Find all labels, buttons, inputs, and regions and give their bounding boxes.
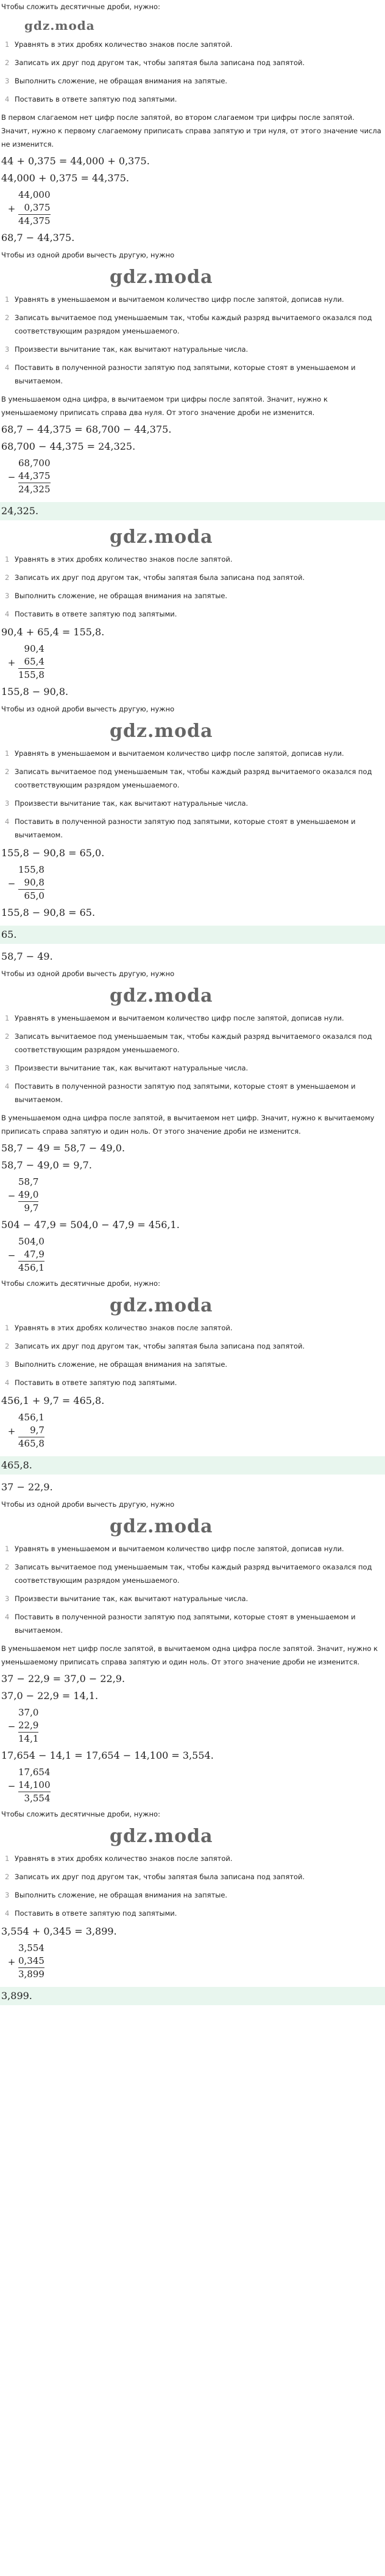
explanation: В первом слагаемом нет цифр после запятой, во втором слагаемом три цифры после запятой. Значит, нужно к первому слагаемому приписать справа запятую и три нуля, от этого значение числа не изменится. xyxy=(1,113,381,148)
step-item: 1 Уравнять в уменьшаемом и вычитаемом количество цифр после запятой, дописав нули. xyxy=(5,749,344,758)
column-addition: + 44,000 0,375 44,375 xyxy=(7,189,51,226)
step-item: 2 Записать вычитаемое под уменьшаемым так, чтобы каждый разряд вычитаемого оказался под соответствующим разрядом уменьшаемого. xyxy=(5,767,372,789)
equation: 155,8 − 90,8 = 65. xyxy=(1,907,96,918)
intro-text: Чтобы из одной дроби вычесть другую, нужно xyxy=(1,969,175,978)
equation: 155,8 − 90,8 = 65,0. xyxy=(1,847,105,859)
equation: 155,8 − 90,8. xyxy=(1,686,69,697)
equation: 3,554 + 0,345 = 3,899. xyxy=(1,1925,117,1937)
step-item: 1 Уравнять в уменьшаемом и вычитаемом количество цифр после запятой, дописав нули. xyxy=(5,295,344,304)
watermark: gdz.moda xyxy=(110,1516,213,1537)
explanation: В уменьшаемом одна цифра, в вычитаемом три цифры после запятой. Значит, нужно к уменьшаемому приписать справа два нуля. От этого значение дроби не изменится. xyxy=(1,395,328,417)
equation: 68,700 − 44,375 = 24,325. xyxy=(1,441,136,452)
column-addition: + 90,4 65,4 155,8 xyxy=(7,643,44,680)
step-item: 2 Записать вычитаемое под уменьшаемым так, чтобы каждый разряд вычитаемого оказался под соответствующим разрядом уменьшаемого. xyxy=(5,313,372,335)
equation: 90,4 + 65,4 = 155,8. xyxy=(1,626,105,638)
step-item: 2 Записать их друг под другом так, чтобы запятая была записана под запятой. xyxy=(5,1342,305,1350)
step-item: 3 Произвести вычитание так, как вычитают натуральные числа. xyxy=(5,345,249,354)
column-subtraction: − 37,0 22,9 14,1 xyxy=(7,1707,39,1744)
answer-box: 3,899. xyxy=(0,1987,385,2005)
explanation: В уменьшаемом одна цифра после запятой, в вычитаемом нет цифр. Значит, нужно к вычитаемому приписать справа запятую и один ноль. От этого значение дроби не изменится. xyxy=(1,1114,375,1136)
intro-text: Чтобы из одной дроби вычесть другую, нужно xyxy=(1,705,175,713)
watermark: gdz.moda xyxy=(110,1826,213,1847)
step-item: 2 Записать вычитаемое под уменьшаемым так, чтобы каждый разряд вычитаемого оказался под соответствующим разрядом уменьшаемого. xyxy=(5,1563,372,1585)
equation: 37 − 22,9 = 37,0 − 22,9. xyxy=(1,1673,125,1684)
step-item: 1 Уравнять в уменьшаемом и вычитаемом количество цифр после запятой, дописав нули. xyxy=(5,1014,344,1022)
equation: 37,0 − 22,9 = 14,1. xyxy=(1,1690,99,1702)
step-item: 2 Записать их друг под другом так, чтобы запятая была записана под запятой. xyxy=(5,573,305,582)
step-item: 1 Уравнять в этих дробях количество знаков после запятой. xyxy=(5,1854,233,1863)
equation: 68,7 − 44,375 = 68,700 − 44,375. xyxy=(1,424,172,435)
step-item: 4 Поставить в ответе запятую под запятыми. xyxy=(5,95,177,103)
step-item: 1 Уравнять в этих дробях количество знаков после запятой. xyxy=(5,555,233,564)
equation: 68,7 − 44,375. xyxy=(1,232,75,243)
watermark: gdz.moda xyxy=(24,18,95,33)
step-item: 3 Выполнить сложение, не обращая внимания на запятые. xyxy=(5,1360,228,1369)
equation: 58,7 − 49,0 = 9,7. xyxy=(1,1159,92,1171)
answer-box: 465,8. xyxy=(0,1456,385,1475)
column-addition: + 3,554 0,345 3,899 xyxy=(7,1942,44,1980)
equation: 58,7 − 49. xyxy=(1,951,53,962)
step-item: 3 Выполнить сложение, не обращая внимания на запятые. xyxy=(5,77,228,85)
column-subtraction: − 504,0 47,9 456,1 xyxy=(7,1236,44,1273)
step-item: 3 Выполнить сложение, не обращая внимания на запятые. xyxy=(5,592,228,600)
step-item: 4 Поставить в полученной разности запятую под запятыми, которые стоят в уменьшаемом и вычитаемом. xyxy=(5,1082,356,1104)
step-item: 2 Записать их друг под другом так, чтобы запятая была записана под запятой. xyxy=(5,1873,305,1881)
step-item: 4 Поставить в полученной разности запятую под запятыми, которые стоят в уменьшаемом и вычитаемом. xyxy=(5,363,356,385)
step-item: 3 Выполнить сложение, не обращая внимания на запятые. xyxy=(5,1891,228,1899)
step-item: 1 Уравнять в этих дробях количество знаков после запятой. xyxy=(5,40,233,49)
watermark: gdz.moda xyxy=(110,526,213,548)
watermark: gdz.moda xyxy=(110,1295,213,1316)
column-addition: + 456,1 9,7 465,8 xyxy=(7,1412,44,1449)
equation: 17,654 − 14,1 = 17,654 − 14,100 = 3,554. xyxy=(1,1750,214,1761)
step-item: 4 Поставить в полученной разности запятую под запятыми, которые стоят в уменьшаемом и вычитаемом. xyxy=(5,1613,356,1635)
column-subtraction: − 68,700 44,375 24,325 xyxy=(7,458,51,495)
answer-box: 24,325. xyxy=(0,502,385,520)
answer-box: 65. xyxy=(0,926,385,944)
intro-text: Чтобы сложить десятичные дроби, нужно: xyxy=(1,1810,160,1818)
step-item: 4 Поставить в ответе запятую под запятыми. xyxy=(5,610,177,618)
column-subtraction: − 155,8 90,8 65,0 xyxy=(7,864,44,901)
step-item: 2 Записать вычитаемое под уменьшаемым так, чтобы каждый разряд вычитаемого оказался под соответствующим разрядом уменьшаемого. xyxy=(5,1032,372,1054)
equation: 37 − 22,9. xyxy=(1,1481,53,1493)
step-item: 4 Поставить в полученной разности запятую под запятыми, которые стоят в уменьшаемом и вычитаемом. xyxy=(5,817,356,839)
step-item: 3 Произвести вычитание так, как вычитают натуральные числа. xyxy=(5,799,249,808)
equation: 504 − 47,9 = 504,0 − 47,9 = 456,1. xyxy=(1,1219,180,1230)
explanation: В уменьшаемом нет цифр после запятой, в вычитаемом одна цифра после запятой. Значит, нужно к уменьшаемому приписать справа запятую и один ноль. От этого значение дроби не изменится. xyxy=(1,1644,378,1666)
intro-text: Чтобы сложить десятичные дроби, нужно: xyxy=(1,1279,160,1288)
intro-text: Чтобы из одной дроби вычесть другую, нужно xyxy=(1,251,175,259)
watermark: gdz.moda xyxy=(110,267,213,288)
equation: 44,000 + 0,375 = 44,375. xyxy=(1,172,130,184)
equation: 44 + 0,375 = 44,000 + 0,375. xyxy=(1,155,150,167)
watermark: gdz.moda xyxy=(110,985,213,1007)
column-subtraction: − 58,7 49,0 9,7 xyxy=(7,1176,39,1213)
watermark: gdz.moda xyxy=(110,721,213,742)
step-item: 4 Поставить в ответе запятую под запятыми. xyxy=(5,1378,177,1387)
step-item: 1 Уравнять в этих дробях количество знаков после запятой. xyxy=(5,1324,233,1332)
step-item: 3 Произвести вычитание так, как вычитают натуральные числа. xyxy=(5,1594,249,1603)
intro-text: Чтобы сложить десятичные дроби, нужно: xyxy=(1,2,160,11)
intro-text: Чтобы из одной дроби вычесть другую, нужно xyxy=(1,1500,175,1509)
step-item: 3 Произвести вычитание так, как вычитают натуральные числа. xyxy=(5,1064,249,1072)
equation: 456,1 + 9,7 = 465,8. xyxy=(1,1395,105,1406)
step-item: 1 Уравнять в уменьшаемом и вычитаемом количество цифр после запятой, дописав нули. xyxy=(5,1545,344,1553)
equation: 58,7 − 49 = 58,7 − 49,0. xyxy=(1,1142,125,1154)
column-subtraction: − 17,654 14,100 3,554 xyxy=(7,1767,51,1804)
step-item: 4 Поставить в ответе запятую под запятыми. xyxy=(5,1909,177,1918)
step-item: 2 Записать их друг под другом так, чтобы запятая была записана под запятой. xyxy=(5,58,305,67)
